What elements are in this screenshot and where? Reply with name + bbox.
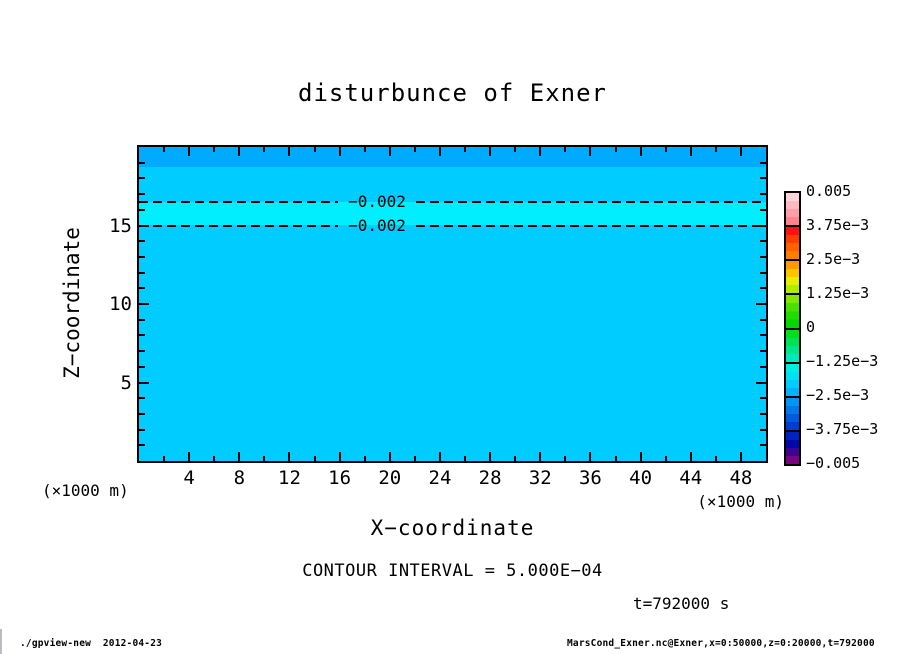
z-axis-tick bbox=[756, 303, 766, 305]
x-axis-unit: (×1000 m) bbox=[697, 492, 784, 511]
z-axis-tick bbox=[139, 334, 145, 336]
z-axis-tick bbox=[760, 413, 766, 415]
z-tick-label: 10 bbox=[109, 293, 132, 315]
x-axis-tick bbox=[589, 147, 591, 156]
colorbar-block bbox=[786, 225, 799, 259]
x-axis-tick bbox=[740, 147, 742, 156]
z-axis-tick bbox=[760, 444, 766, 446]
z-axis-tick bbox=[760, 256, 766, 258]
x-axis-tick bbox=[464, 147, 466, 152]
colorbar bbox=[784, 191, 801, 466]
x-tick-label: 28 bbox=[478, 467, 502, 489]
colorbar-block bbox=[786, 430, 799, 464]
contour-fill-band bbox=[139, 202, 766, 226]
x-axis-tick bbox=[514, 147, 516, 152]
x-axis-tick bbox=[339, 147, 341, 156]
z-tick-label: 5 bbox=[120, 371, 132, 394]
x-axis-tick bbox=[288, 452, 290, 461]
x-axis-title: X−coordinate bbox=[370, 516, 535, 540]
x-axis-tick bbox=[314, 147, 316, 152]
x-axis-tick bbox=[690, 147, 692, 156]
x-axis-tick bbox=[163, 456, 165, 461]
time-note: t=792000 s bbox=[633, 594, 730, 613]
x-axis-tick bbox=[640, 452, 642, 461]
contour-line bbox=[139, 201, 338, 203]
z-axis-tick bbox=[139, 193, 145, 195]
z-axis-tick bbox=[139, 366, 145, 368]
x-axis-tick bbox=[163, 147, 165, 152]
z-axis-tick bbox=[760, 177, 766, 179]
z-axis-tick bbox=[139, 209, 145, 211]
z-axis-tick bbox=[139, 287, 145, 289]
z-axis-tick bbox=[760, 397, 766, 399]
window-edge-artifact bbox=[0, 629, 2, 654]
x-axis-tick bbox=[339, 452, 341, 461]
x-axis-tick bbox=[564, 456, 566, 461]
x-tick-label: 16 bbox=[328, 467, 352, 489]
x-axis-tick bbox=[665, 456, 667, 461]
colorbar-tick-label: 3.75e−3 bbox=[806, 216, 870, 234]
z-axis-tick bbox=[139, 256, 145, 258]
colorbar-tick-label: 2.5e−3 bbox=[806, 250, 861, 268]
contour-fill-band bbox=[139, 147, 766, 167]
x-axis-tick bbox=[213, 147, 215, 152]
x-axis-tick bbox=[238, 147, 240, 156]
x-tick-label: 4 bbox=[183, 467, 195, 489]
x-axis-tick bbox=[414, 456, 416, 461]
colorbar-tick-label: −2.5e−3 bbox=[806, 386, 870, 404]
contour-line bbox=[139, 225, 338, 227]
colorbar-block bbox=[786, 328, 799, 362]
x-axis-tick bbox=[238, 452, 240, 461]
x-tick-label: 8 bbox=[233, 467, 246, 489]
x-axis-tick bbox=[489, 147, 491, 156]
z-axis-tick bbox=[760, 319, 766, 321]
z-axis-tick bbox=[139, 240, 145, 242]
x-tick-label: 44 bbox=[679, 467, 703, 489]
x-axis-tick bbox=[489, 452, 491, 461]
contour-interval-note: CONTOUR INTERVAL = 5.000E−04 bbox=[302, 561, 603, 581]
z-axis-tick bbox=[139, 303, 149, 305]
contour-fill-band bbox=[139, 226, 766, 462]
x-axis-tick bbox=[740, 452, 742, 461]
z-axis-tick bbox=[760, 287, 766, 289]
z-axis-tick bbox=[760, 350, 766, 352]
x-axis-tick bbox=[364, 147, 366, 152]
x-axis-tick bbox=[615, 147, 617, 152]
x-tick-label: 24 bbox=[428, 467, 452, 489]
colorbar-tick-label: −3.75e−3 bbox=[806, 420, 879, 438]
z-axis-title: Z−coordinate bbox=[60, 227, 84, 379]
x-axis-tick bbox=[715, 456, 717, 461]
z-axis-tick bbox=[760, 429, 766, 431]
x-tick-label: 40 bbox=[629, 467, 653, 489]
x-axis-tick bbox=[439, 147, 441, 156]
colorbar-tick-label: −1.25e−3 bbox=[806, 352, 879, 370]
z-axis-tick bbox=[139, 225, 149, 227]
z-axis-tick bbox=[139, 319, 145, 321]
x-axis-tick bbox=[690, 452, 692, 461]
z-axis-tick bbox=[760, 209, 766, 211]
chart-title: disturbunce of Exner bbox=[298, 79, 607, 107]
z-axis-tick bbox=[760, 272, 766, 274]
z-axis-unit: (×1000 m) bbox=[42, 481, 129, 500]
x-axis-tick bbox=[715, 147, 717, 152]
z-axis-tick bbox=[756, 382, 766, 384]
contour-line-label: −0.002 bbox=[348, 216, 406, 235]
z-axis-tick bbox=[139, 413, 145, 415]
x-axis-tick bbox=[213, 456, 215, 461]
z-axis-tick bbox=[139, 382, 149, 384]
z-axis-tick bbox=[760, 240, 766, 242]
x-tick-label: 36 bbox=[578, 467, 602, 489]
x-axis-tick bbox=[414, 147, 416, 152]
colorbar-tick-label: 0.005 bbox=[806, 182, 852, 200]
colorbar-block bbox=[786, 293, 799, 327]
z-axis-tick bbox=[139, 397, 145, 399]
z-axis-tick bbox=[139, 162, 145, 164]
x-tick-label: 20 bbox=[378, 467, 402, 489]
x-axis-tick bbox=[514, 456, 516, 461]
x-axis-tick bbox=[314, 456, 316, 461]
x-axis-tick bbox=[539, 147, 541, 156]
z-axis-tick bbox=[139, 429, 145, 431]
z-axis-tick bbox=[139, 177, 145, 179]
contour-line bbox=[416, 201, 766, 203]
footer-datasource: MarsCond_Exner.nc@Exner,x=0:50000,z=0:20000,t=792000 bbox=[567, 638, 875, 649]
z-axis-tick bbox=[139, 444, 145, 446]
x-axis-tick bbox=[615, 456, 617, 461]
z-axis-tick bbox=[760, 334, 766, 336]
contour-line bbox=[416, 225, 766, 227]
x-axis-tick bbox=[389, 452, 391, 461]
contour-line-label: −0.002 bbox=[348, 192, 406, 211]
x-axis-tick bbox=[640, 147, 642, 156]
z-axis-tick bbox=[760, 193, 766, 195]
z-axis-tick bbox=[756, 225, 766, 227]
z-axis-tick bbox=[139, 350, 145, 352]
colorbar-block bbox=[786, 396, 799, 430]
x-axis-tick bbox=[263, 456, 265, 461]
colorbar-block bbox=[786, 362, 799, 396]
z-axis-tick bbox=[139, 272, 145, 274]
x-tick-label: 12 bbox=[278, 467, 301, 489]
colorbar-block bbox=[786, 193, 799, 225]
x-axis-tick bbox=[539, 452, 541, 461]
x-axis-tick bbox=[589, 452, 591, 461]
z-axis-tick bbox=[760, 366, 766, 368]
colorbar-block bbox=[786, 259, 799, 293]
z-tick-label: 15 bbox=[109, 214, 132, 237]
x-axis-tick bbox=[665, 147, 667, 152]
x-axis-tick bbox=[188, 452, 190, 461]
x-axis-tick bbox=[439, 452, 441, 461]
z-axis-tick bbox=[760, 162, 766, 164]
x-axis-tick bbox=[288, 147, 290, 156]
x-axis-tick bbox=[364, 456, 366, 461]
contour-fill-band bbox=[139, 167, 766, 202]
x-axis-tick bbox=[564, 147, 566, 152]
colorbar-tick-label: 1.25e−3 bbox=[806, 284, 870, 302]
x-axis-tick bbox=[389, 147, 391, 156]
x-tick-label: 32 bbox=[528, 467, 552, 489]
x-axis-tick bbox=[263, 147, 265, 152]
x-axis-tick bbox=[464, 456, 466, 461]
colorbar-tick-label: 0 bbox=[806, 318, 816, 336]
footer-command: ./gpview-new 2012-04-23 bbox=[20, 638, 163, 649]
plot-area bbox=[137, 145, 768, 463]
x-tick-label: 48 bbox=[729, 467, 753, 489]
x-axis-tick bbox=[188, 147, 190, 156]
colorbar-tick-label: −0.005 bbox=[806, 454, 861, 472]
